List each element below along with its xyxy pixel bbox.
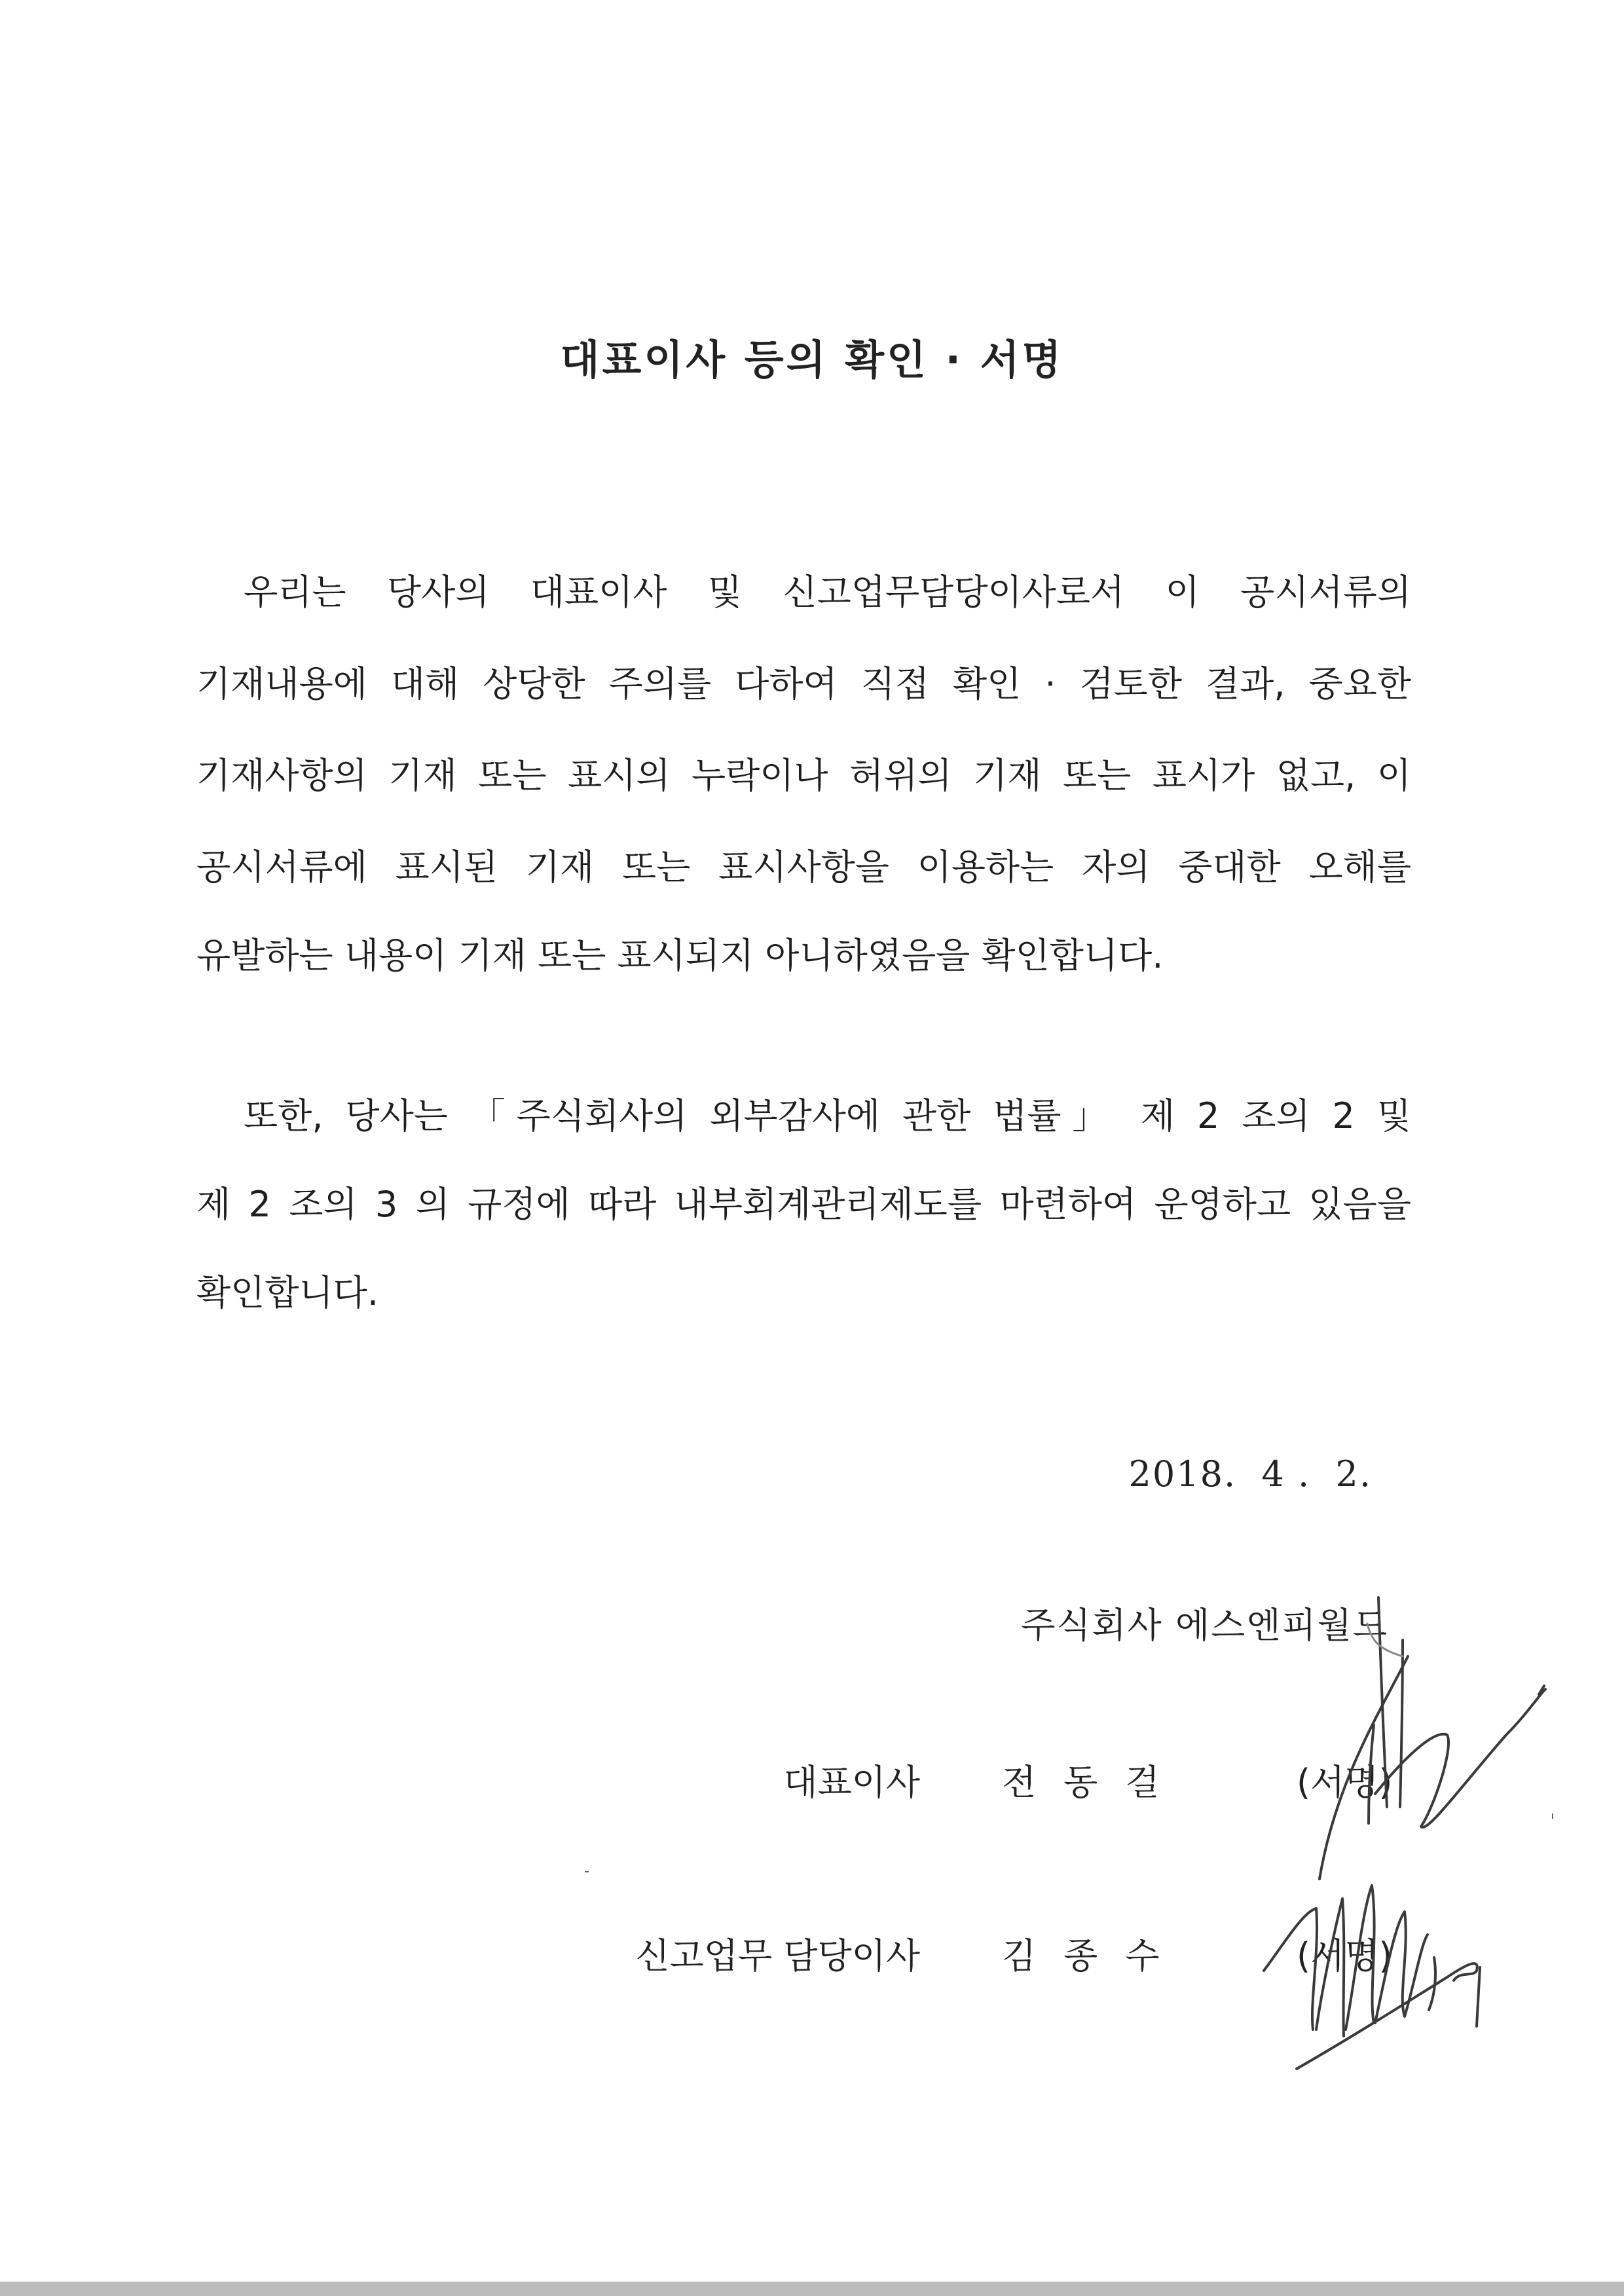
signature-mark-label: (서명) — [1297, 1935, 1393, 1977]
signature-mark-label: (서명) — [1297, 1762, 1393, 1803]
paragraph-line: 기재사항의 기재 또는 표시의 누락이나 허위의 기재 또는 표시가 없고, 이 — [196, 755, 1411, 796]
scan-speck — [1552, 1813, 1553, 1819]
scan-speck — [585, 1871, 589, 1872]
signatory-name: 전동걸 — [1002, 1762, 1187, 1803]
paragraph-line: 또한, 당사는 「주식회사의 외부감사에 관한 법률」 제 2 조의 2 및 — [244, 1095, 1411, 1137]
paragraph-line: 제 2 조의 3 의 규정에 따라 내부회계관리제도를 마련하여 운영하고 있음을 — [196, 1184, 1411, 1225]
paragraph-line: 우리는 당사의 대표이사 및 신고업무담당이사로서 이 공시서류의 — [244, 572, 1411, 613]
handwritten-signature-ceo — [1231, 1597, 1572, 1886]
document-title: 대표이사 등의 확인 · 서명 — [560, 336, 1064, 384]
paragraph-line: 유발하는 내용이 기재 또는 표시되지 아니하였음을 확인합니다. — [196, 935, 1164, 976]
scanner-edge-strip — [0, 2282, 1624, 2296]
company-name: 주식회사 에스엔피월드 — [1021, 1605, 1388, 1646]
paragraph-line: 기재내용에 대해 상당한 주의를 다하여 직접 확인 · 검토한 결과, 중요한 — [196, 663, 1411, 704]
paragraph-line: 공시서류에 표시된 기재 또는 표시사항을 이용하는 자의 중대한 오해를 — [196, 847, 1411, 888]
signatory-role: 대표이사 — [783, 1762, 920, 1803]
paragraph-line: 확인합니다. — [196, 1272, 378, 1313]
signatory-role: 신고업무 담당이사 — [635, 1935, 920, 1977]
signatory-name: 김종수 — [1002, 1935, 1187, 1977]
handwritten-signature-reporting-director — [1257, 1872, 1532, 2082]
document-date: 2018. 4 . 2. — [1128, 1453, 1372, 1495]
